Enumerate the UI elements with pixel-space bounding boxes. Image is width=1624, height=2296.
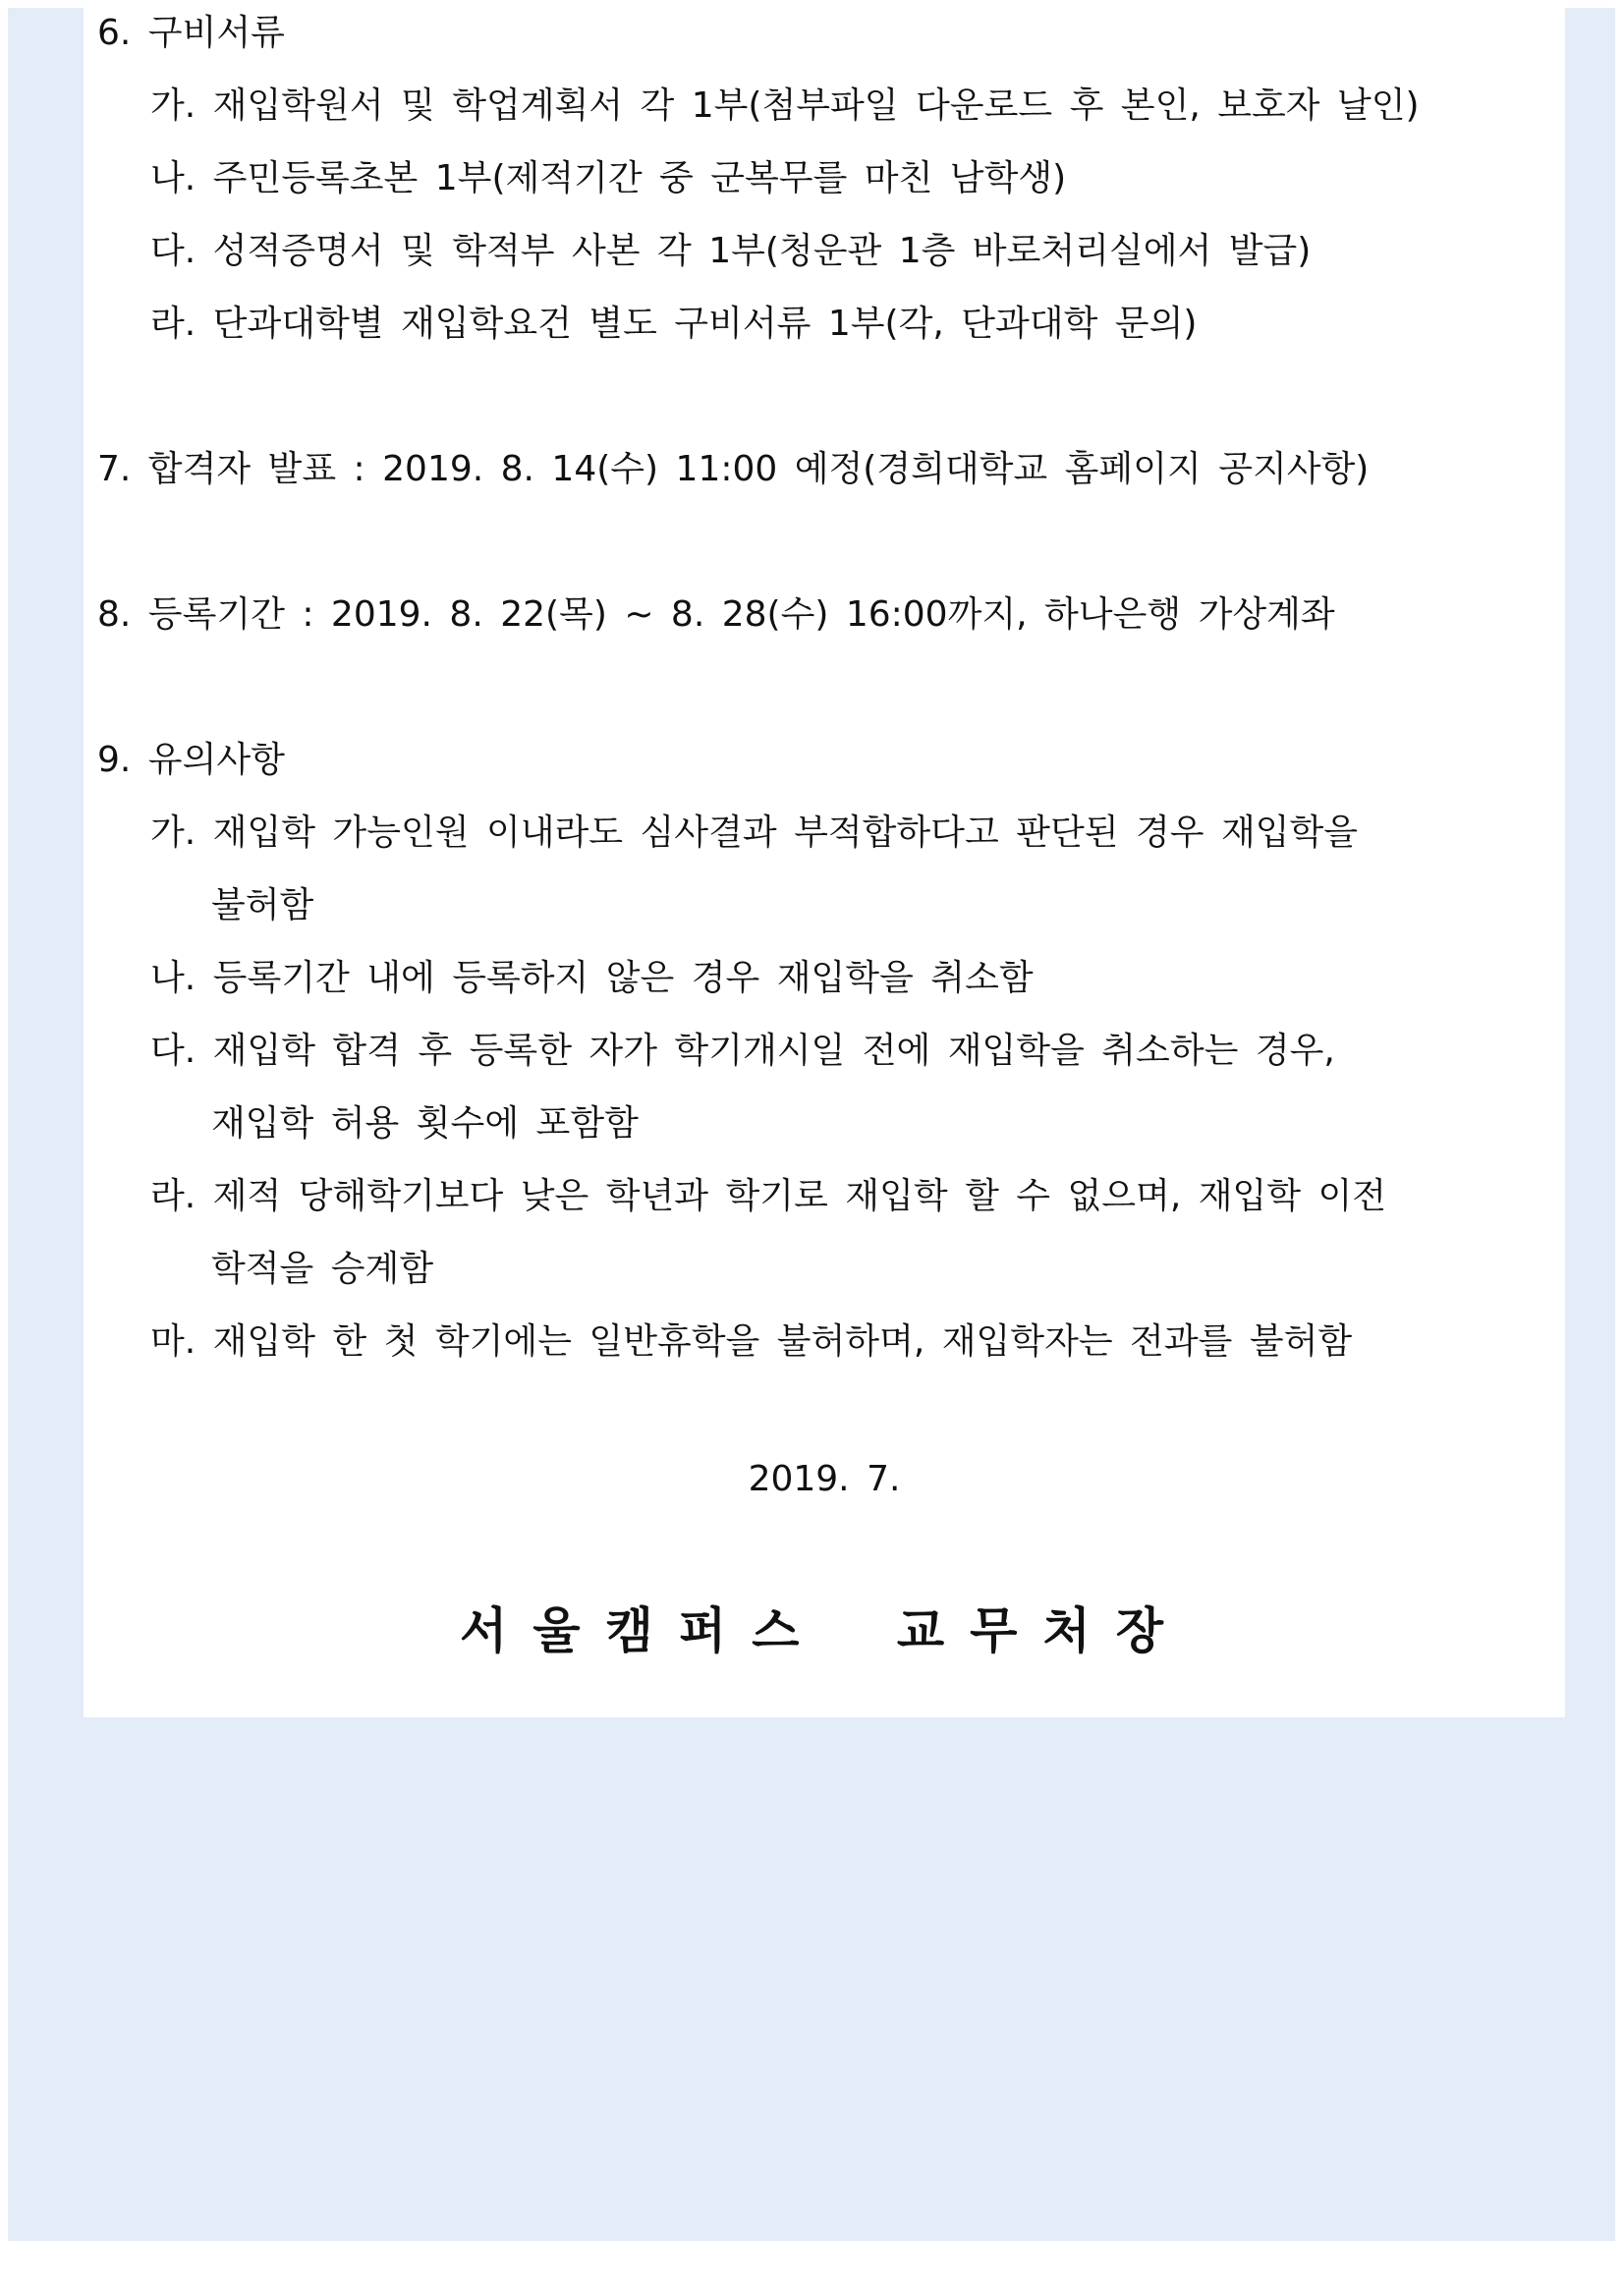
section-6-item-b: 나. 주민등록초본 1부(제적기간 중 군복무를 마친 남학생): [150, 158, 1067, 198]
section-6-heading: 6. 구비서류: [97, 13, 285, 53]
section-6-item-d: 라. 단과대학별 재입학요건 별도 구비서류 1부(각, 단과대학 문의): [150, 304, 1198, 344]
section-9-item-b: 나. 등록기간 내에 등록하지 않은 경우 재입학을 취소함: [150, 958, 1034, 998]
section-9-item-d-line2: 학적을 승계함: [211, 1249, 434, 1289]
section-8-registration: 8. 등록기간 : 2019. 8. 22(목) ~ 8. 28(수) 16:00까지, 하나은행 가상계좌: [97, 594, 1335, 635]
issuer-signature: 서울캠퍼스 교무처장: [459, 1602, 1190, 1659]
section-7-announcement: 7. 합격자 발표 : 2019. 8. 14(수) 11:00 예정(경희대학교 홈페이지 공지사항): [97, 449, 1370, 489]
section-9-item-c-line1: 다. 재입학 합격 후 등록한 자가 학기개시일 전에 재입학을 취소하는 경우,: [150, 1031, 1335, 1071]
document-background: [8, 8, 1615, 2241]
section-6-item-c: 다. 성적증명서 및 학적부 사본 각 1부(청운관 1층 바로처리실에서 발급): [150, 231, 1312, 271]
section-9-item-a-line1: 가. 재입학 가능인원 이내라도 심사결과 부적합하다고 판단된 경우 재입학을: [150, 812, 1359, 853]
document-page: [84, 8, 1565, 1717]
section-9-heading: 9. 유의사항: [97, 740, 285, 780]
issue-date: 2019. 7.: [748, 1459, 901, 1499]
section-6-item-a: 가. 재입학원서 및 학업계획서 각 1부(첨부파일 다운로드 후 본인, 보호자 날인): [150, 85, 1420, 126]
section-9-item-c-line2: 재입학 허용 횟수에 포함함: [211, 1103, 639, 1144]
section-9-item-a-line2: 불허함: [211, 885, 314, 925]
section-9-item-e: 마. 재입학 한 첫 학기에는 일반휴학을 불허하며, 재입학자는 전과를 불허함: [150, 1321, 1353, 1362]
section-9-item-d-line1: 라. 제적 당해학기보다 낮은 학년과 학기로 재입학 할 수 없으며, 재입학 이전: [150, 1176, 1387, 1216]
